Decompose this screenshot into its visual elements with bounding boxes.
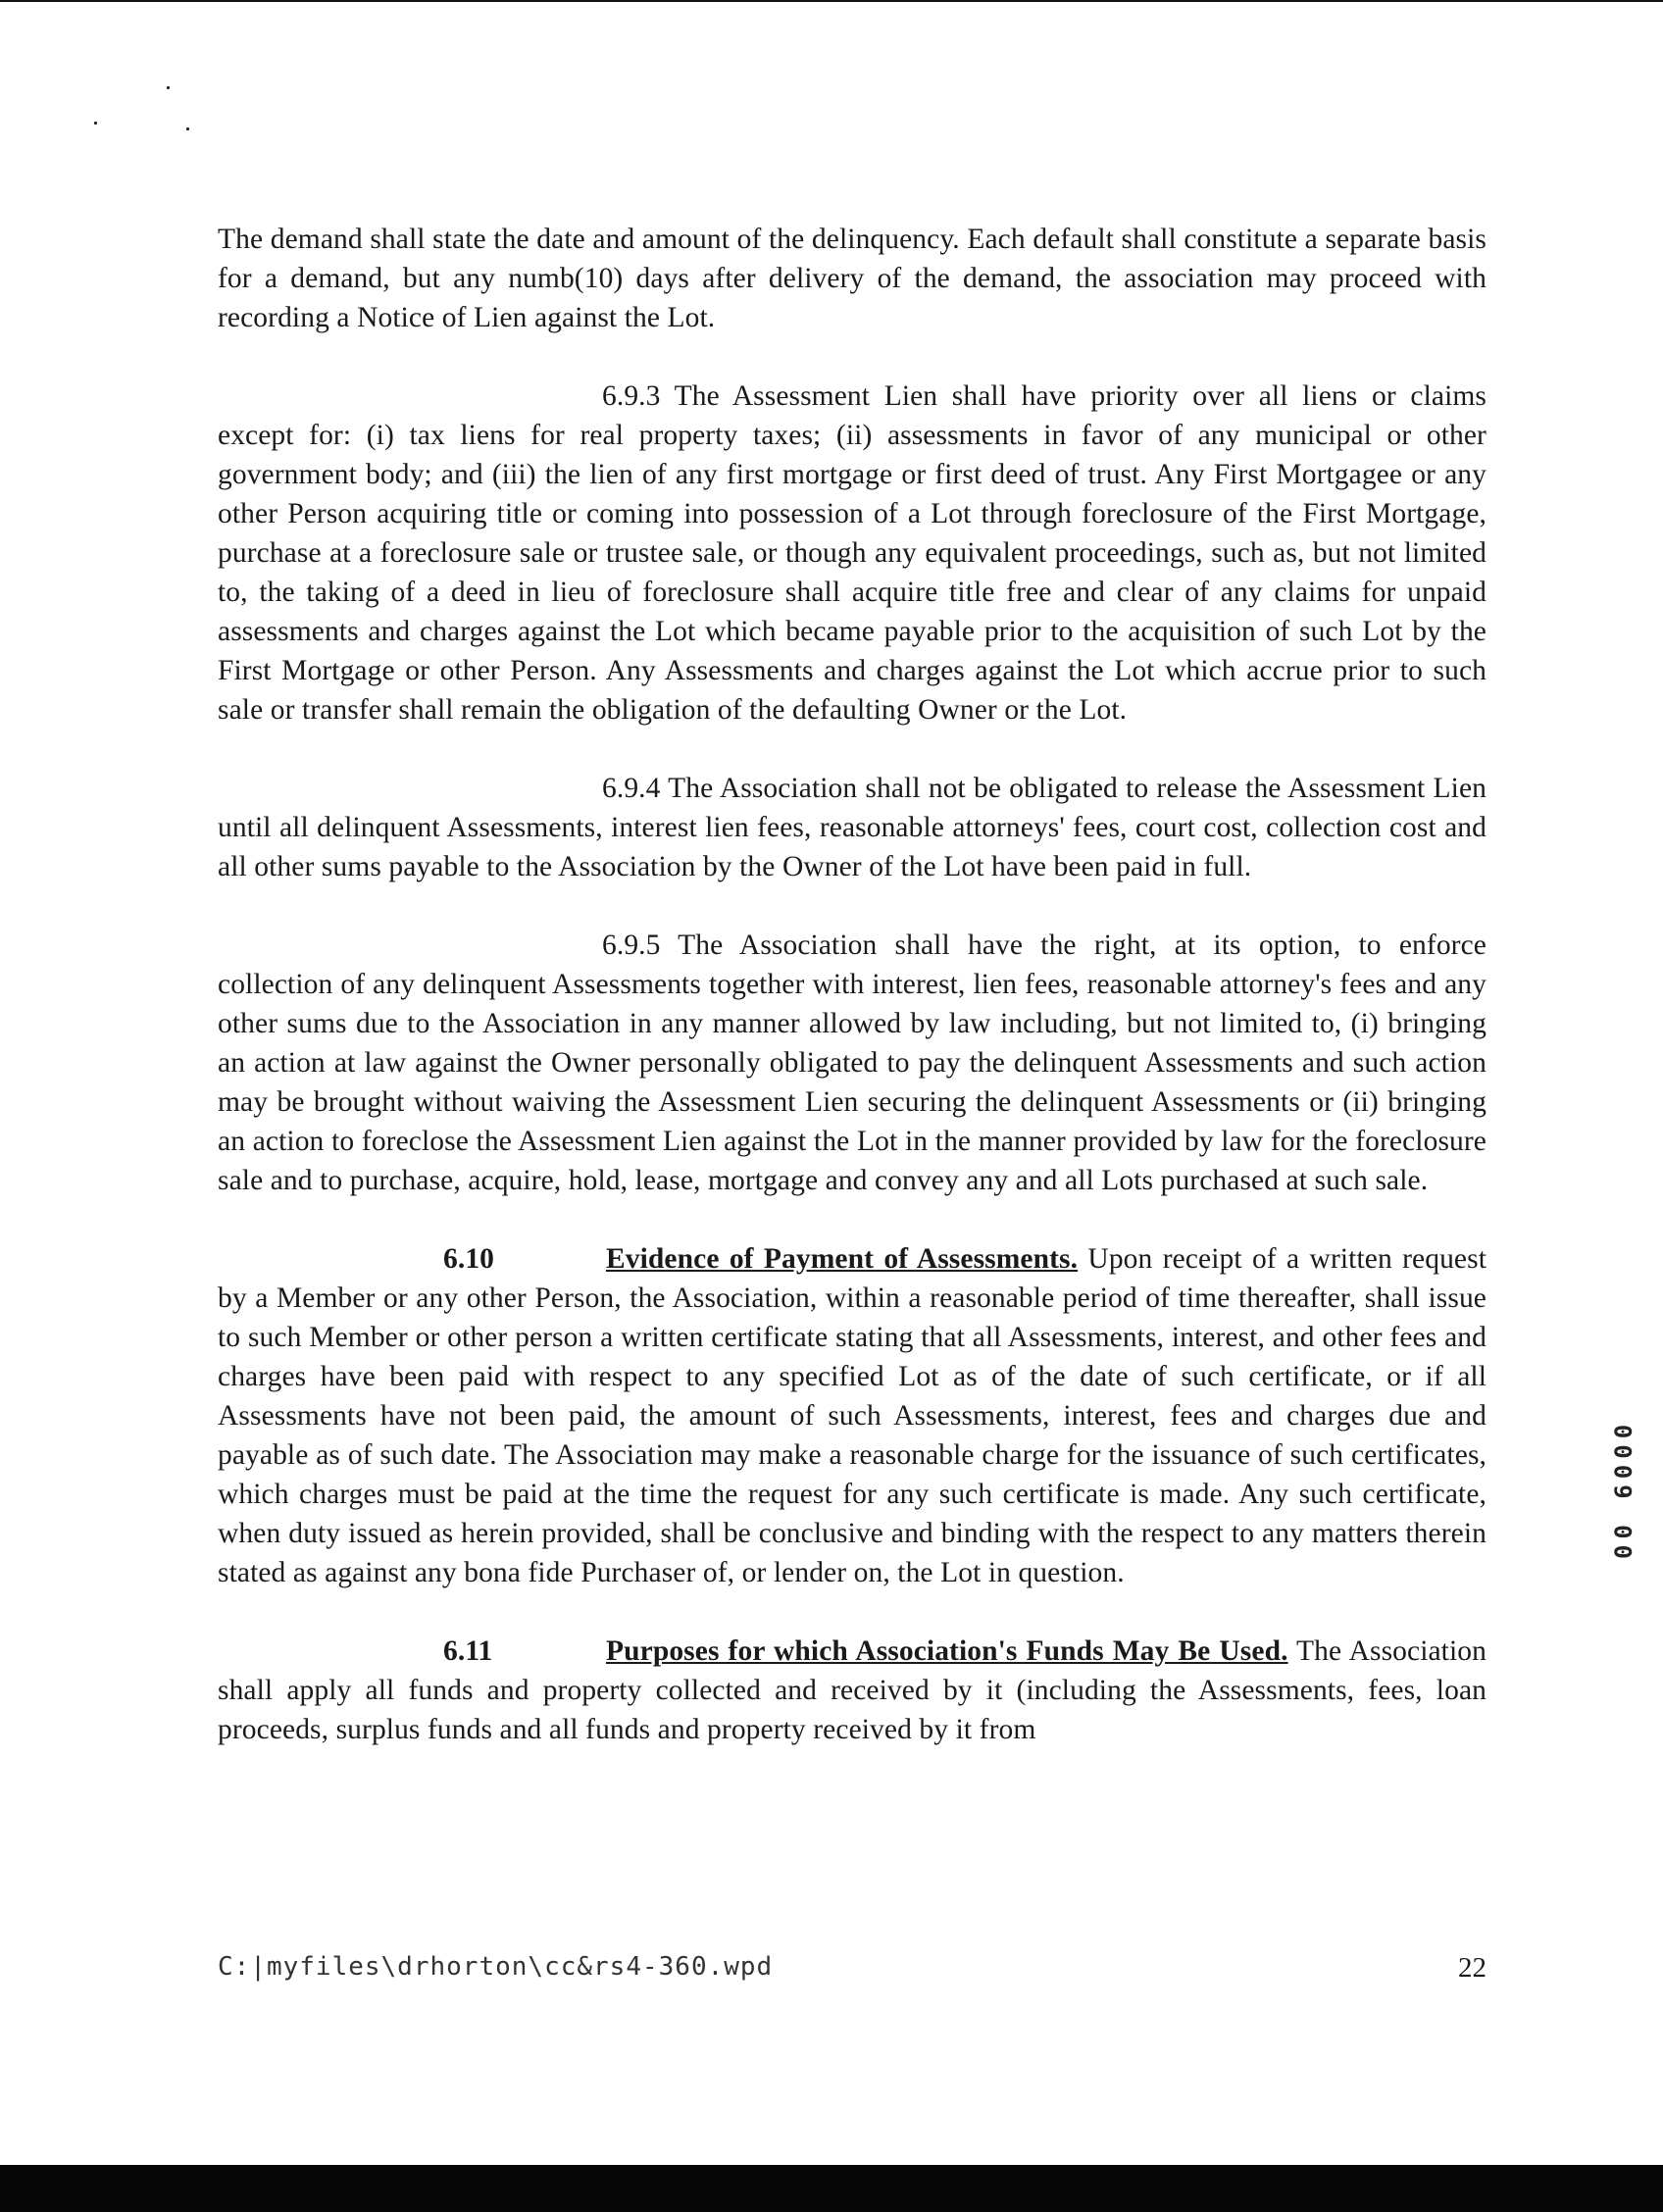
paragraph-6-9-4: 6.9.4 The Association shall not be obligated to release the Assessment Lien until all delinquent Assessments, interest lien fees, reasonable attorneys' fees, court cost, collection cost and all other sums payable to the Association by the Owner of the Lot have been paid in full. <box>218 773 1487 882</box>
section-title: Evidence of Payment of Assessments. <box>606 1243 1079 1275</box>
section-body: The Association shall apply all funds and property collected and received by it (including the Assessments, fees, loan proceeds, surplus funds and all funds and property received by it from <box>218 1635 1487 1745</box>
margin-stamp <box>1610 1419 1638 1559</box>
paragraph-6-9-5: 6.9.5 The Association shall have the right, at its option, to enforce collection of any delinquent Assessments together with interest, lien fees, reasonable attorney's fees and any other sums due to the Association in any manner allowed by law including, but not limited to, (i) bringing an action at law against the Owner personally obligated to pay the delinquent Assessments and such action may be brought without waiving the Assessment Lien securing the delinquent Assessments or (ii) bringing an action to foreclose the Assessment Lien against the Lot in the manner provided by law for the foreclosure sale and to purchase, acquire, hold, lease, mortgage and convey any and all Lots purchased at such sale. <box>218 930 1487 1196</box>
paragraph-demand: The demand shall state the date and amount of the delinquency. Each default shall constitute a separate basis for a demand, but any numb(10) days after delivery of the demand, the association may proceed with recording a Notice of Lien against the Lot. <box>218 224 1487 333</box>
section-body: Upon receipt of a written request by a Member or any other Person, the Association, within a reasonable period of time thereafter, shall issue to such Member or other person a written certificate stating that all Assessments, interest, and other fees and charges have been paid with respect to any specified Lot as of the date of such certificate, or if all Assessments have not been paid, the amount of such Assessments, interest, fees and charges due and payable as of such date. The Association may make a reasonable charge for the issuance of such certificates, which charges must be paid at the time the request for any such certificate is made. Any such certificate, when duty issued as herein provided, shall be conclusive and binding with the respect to any matters therein stated as against any bona fide Purchaser of, or lender on, the Lot in question. <box>218 1243 1487 1588</box>
bottom-scan-edge <box>0 2165 1663 2212</box>
footer-file-path: C:|myfiles\drhorton\cc&rs4-360.wpd <box>218 1952 774 1982</box>
section-number: 6.10 <box>443 1243 495 1275</box>
scan-speck <box>94 122 97 125</box>
section-title: Purposes for which Association's Funds May Be Used. <box>606 1635 1288 1667</box>
page-number: 22 <box>1458 1952 1487 1984</box>
section-6-11 <box>218 1632 1487 1749</box>
scan-speck <box>167 86 170 89</box>
scan-speck <box>186 127 189 130</box>
top-scan-edge <box>0 0 1663 2</box>
margin-stamp-text: 00 6000 <box>1610 1418 1638 1559</box>
document-page <box>218 220 1487 1749</box>
section-6-10 <box>218 1239 1487 1592</box>
paragraph-6-9-3: 6.9.3 The Assessment Lien shall have priority over all liens or claims except for: (i) tax liens for real property taxes; (ii) assessments in favor of any municipal or other government body; and (iii) the lien of any first mortgage or first deed of trust. Any First Mortgagee or any other Person acquiring title or coming into possession of a Lot through foreclosure of the First Mortgage, purchase at a foreclosure sale or trustee sale, or though any equivalent proceedings, such as, but not limited to, the taking of a deed in lieu of foreclosure shall acquire title free and clear of any claims for unpaid assessments and charges against the Lot which became payable prior to the acquisition of such Lot by the First Mortgage or other Person. Any Assessments and charges against the Lot which accrue prior to such sale or transfer shall remain the obligation of the defaulting Owner or the Lot. <box>218 380 1487 726</box>
section-number: 6.11 <box>443 1635 493 1667</box>
